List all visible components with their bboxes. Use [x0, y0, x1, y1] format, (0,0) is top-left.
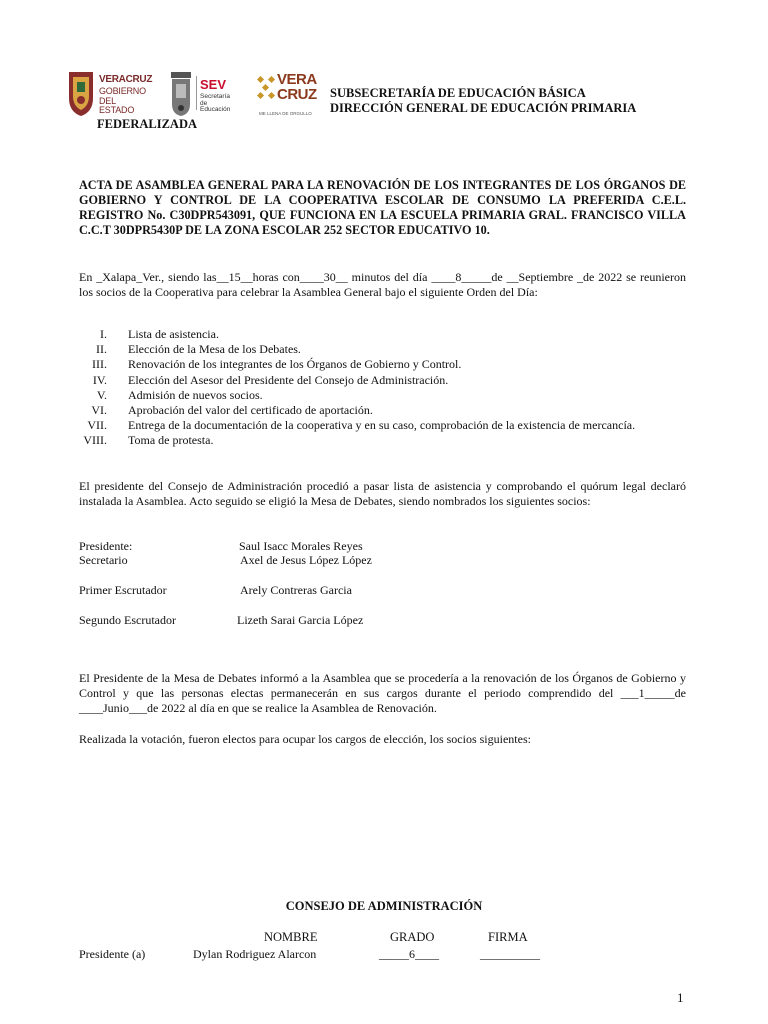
- agenda-item-text: Elección de la Mesa de los Debates.: [128, 342, 301, 357]
- col-nombre-header: NOMBRE: [264, 930, 318, 944]
- consejo-presidente-grado: _____6____: [379, 947, 439, 961]
- mesa-escrutador1-name: Arely Contreras Garcia: [240, 583, 352, 597]
- sev-logo-acronym: SEV: [200, 77, 227, 92]
- consejo-presidente-nombre: Dylan Rodriguez Alarcon: [193, 947, 317, 961]
- header-direccion: DIRECCIÓN GENERAL DE EDUCACIÓN PRIMARIA: [330, 101, 637, 115]
- agenda-item: [79, 388, 689, 403]
- veracruz-shield-icon: [66, 68, 96, 118]
- sev-logo-sub1: Secretaría: [200, 93, 230, 100]
- mesa-escrutador2-name: Lizeth Sarai Garcia López: [237, 613, 364, 627]
- header-subsecretaria: SUBSECRETARÍA DE EDUCACIÓN BÁSICA: [330, 86, 586, 100]
- agenda-item: [79, 418, 689, 433]
- agenda-item-text: Aprobación del valor del certificado de aportación.: [128, 402, 373, 417]
- consejo-presidente-firma: __________: [480, 947, 540, 961]
- vera-logo-word1: VERA: [277, 71, 317, 88]
- veracruz-logo-line1: VERACRUZ: [99, 74, 153, 85]
- veracruz-logo-line2: GOBIERNO: [99, 86, 146, 96]
- agenda-item-number: V.: [96, 387, 107, 402]
- agenda-item: [79, 357, 689, 372]
- document-title: ACTA DE ASAMBLEA GENERAL PARA LA RENOVACIÓN DE LOS INTEGRANTES DE LOS ÓRGANOS DE GOBIERNO Y CONTROL DE LA COOPERATIVA ESCOLAR DE CONSUMO LA PREFERIDA C.E.L. REGISTRO No. C30DPR543091, QUE FUNCIONA EN LA ESCUELA PRIMARIA GRAL. FRANCISCO VILLA C.C.T 30DPR5430P DE LA ZONA ESCOLAR 252 SECTOR EDUCATIVO 10.: [79, 178, 686, 237]
- sev-emblem-icon: [168, 68, 194, 118]
- agenda-item-number: VI.: [91, 402, 107, 417]
- mesa-escrutador2-label: Segundo Escrutador: [79, 613, 176, 627]
- intro-paragraph: En _Xalapa_Ver., siendo las__15__horas con____30__ minutos del día ____8_____de __Septiembre _de 2022 se reunieron los socios de la Cooperativa para celebrar la Asamblea General bajo el siguiente Orden del Día:: [79, 270, 686, 299]
- voting-paragraph: Realizada la votación, fueron electos para ocupar los cargos de elección, los socios siguientes:: [79, 732, 531, 746]
- mesa-secretario-name: Axel de Jesus López López: [240, 553, 372, 567]
- agenda-item-number: VIII.: [83, 433, 107, 448]
- veracruz-government-logo: [66, 68, 153, 120]
- consejo-title: CONSEJO DE ADMINISTRACIÓN: [285, 899, 483, 913]
- agenda-item-text: Admisión de nuevos socios.: [128, 387, 263, 402]
- vera-logo-word2: CRUZ: [277, 86, 317, 103]
- agenda-item-number: IV.: [92, 372, 107, 387]
- mesa-presidente-label: Presidente:: [79, 539, 133, 553]
- veracruz-me-llena-de-orgullo-logo: [257, 70, 317, 122]
- agenda-item: [79, 403, 689, 418]
- agenda-item-number: II.: [96, 342, 107, 357]
- mesa-escrutador1-label: Primer Escrutador: [79, 583, 167, 597]
- agenda-item-number: I.: [100, 327, 107, 341]
- agenda-item: [79, 327, 689, 342]
- vera-pattern-icon: [257, 76, 277, 104]
- agenda-item-text: Renovación de los integrantes de los Órganos de Gobierno y Control.: [128, 357, 462, 372]
- col-grado-header: GRADO: [390, 930, 435, 944]
- vera-logo-tagline: ME LLENA DE ORGULLO: [259, 111, 312, 116]
- agenda-item-text: Lista de asistencia.: [128, 327, 219, 341]
- header-federalizada: FEDERALIZADA: [97, 117, 198, 131]
- sev-logo: [168, 68, 234, 120]
- agenda-item: [79, 433, 689, 448]
- agenda-item: [79, 342, 689, 357]
- agenda-item-number: VII.: [87, 418, 107, 433]
- agenda-item: [79, 373, 689, 388]
- agenda-item-text: Elección del Asesor del Presidente del Consejo de Administración.: [128, 372, 449, 387]
- agenda-item-text: Entrega de la documentación de la cooperativa y en su caso, comprobación de la existencia de mercancía.: [128, 418, 636, 433]
- mesa-secretario-label: Secretario: [79, 553, 128, 567]
- renewal-paragraph: El Presidente de la Mesa de Debates informó a la Asamblea que se procedería a la renovación de los Órganos de Gobierno y Control y que las personas electas permanecerán en sus cargos durante el periodo comprendido del ___1_____de ____Junio___de 2022 al día en que se realice la Asamblea de Renovación.: [79, 671, 686, 715]
- agenda-item-number: III.: [92, 357, 107, 372]
- page-number: 1: [677, 990, 684, 1005]
- mesa-presidente-name: Saul Isacc Morales Reyes: [239, 539, 363, 553]
- veracruz-logo-line3: DEL ESTADO: [99, 96, 135, 115]
- sev-logo-sub2: de Educación: [200, 99, 231, 113]
- consejo-presidente-label: Presidente (a): [79, 947, 146, 961]
- agenda-item-text: Toma de protesta.: [128, 433, 214, 448]
- document-header: [330, 86, 636, 116]
- col-firma-header: FIRMA: [488, 930, 528, 944]
- attendance-paragraph: El presidente del Consejo de Administración procedió a pasar lista de asistencia y comprobando el quórum legal declaró instalada la Asamblea. Acto seguido se eligió la Mesa de Debates, siendo nombrados los siguientes socios:: [79, 479, 686, 508]
- agenda-list: [79, 327, 689, 449]
